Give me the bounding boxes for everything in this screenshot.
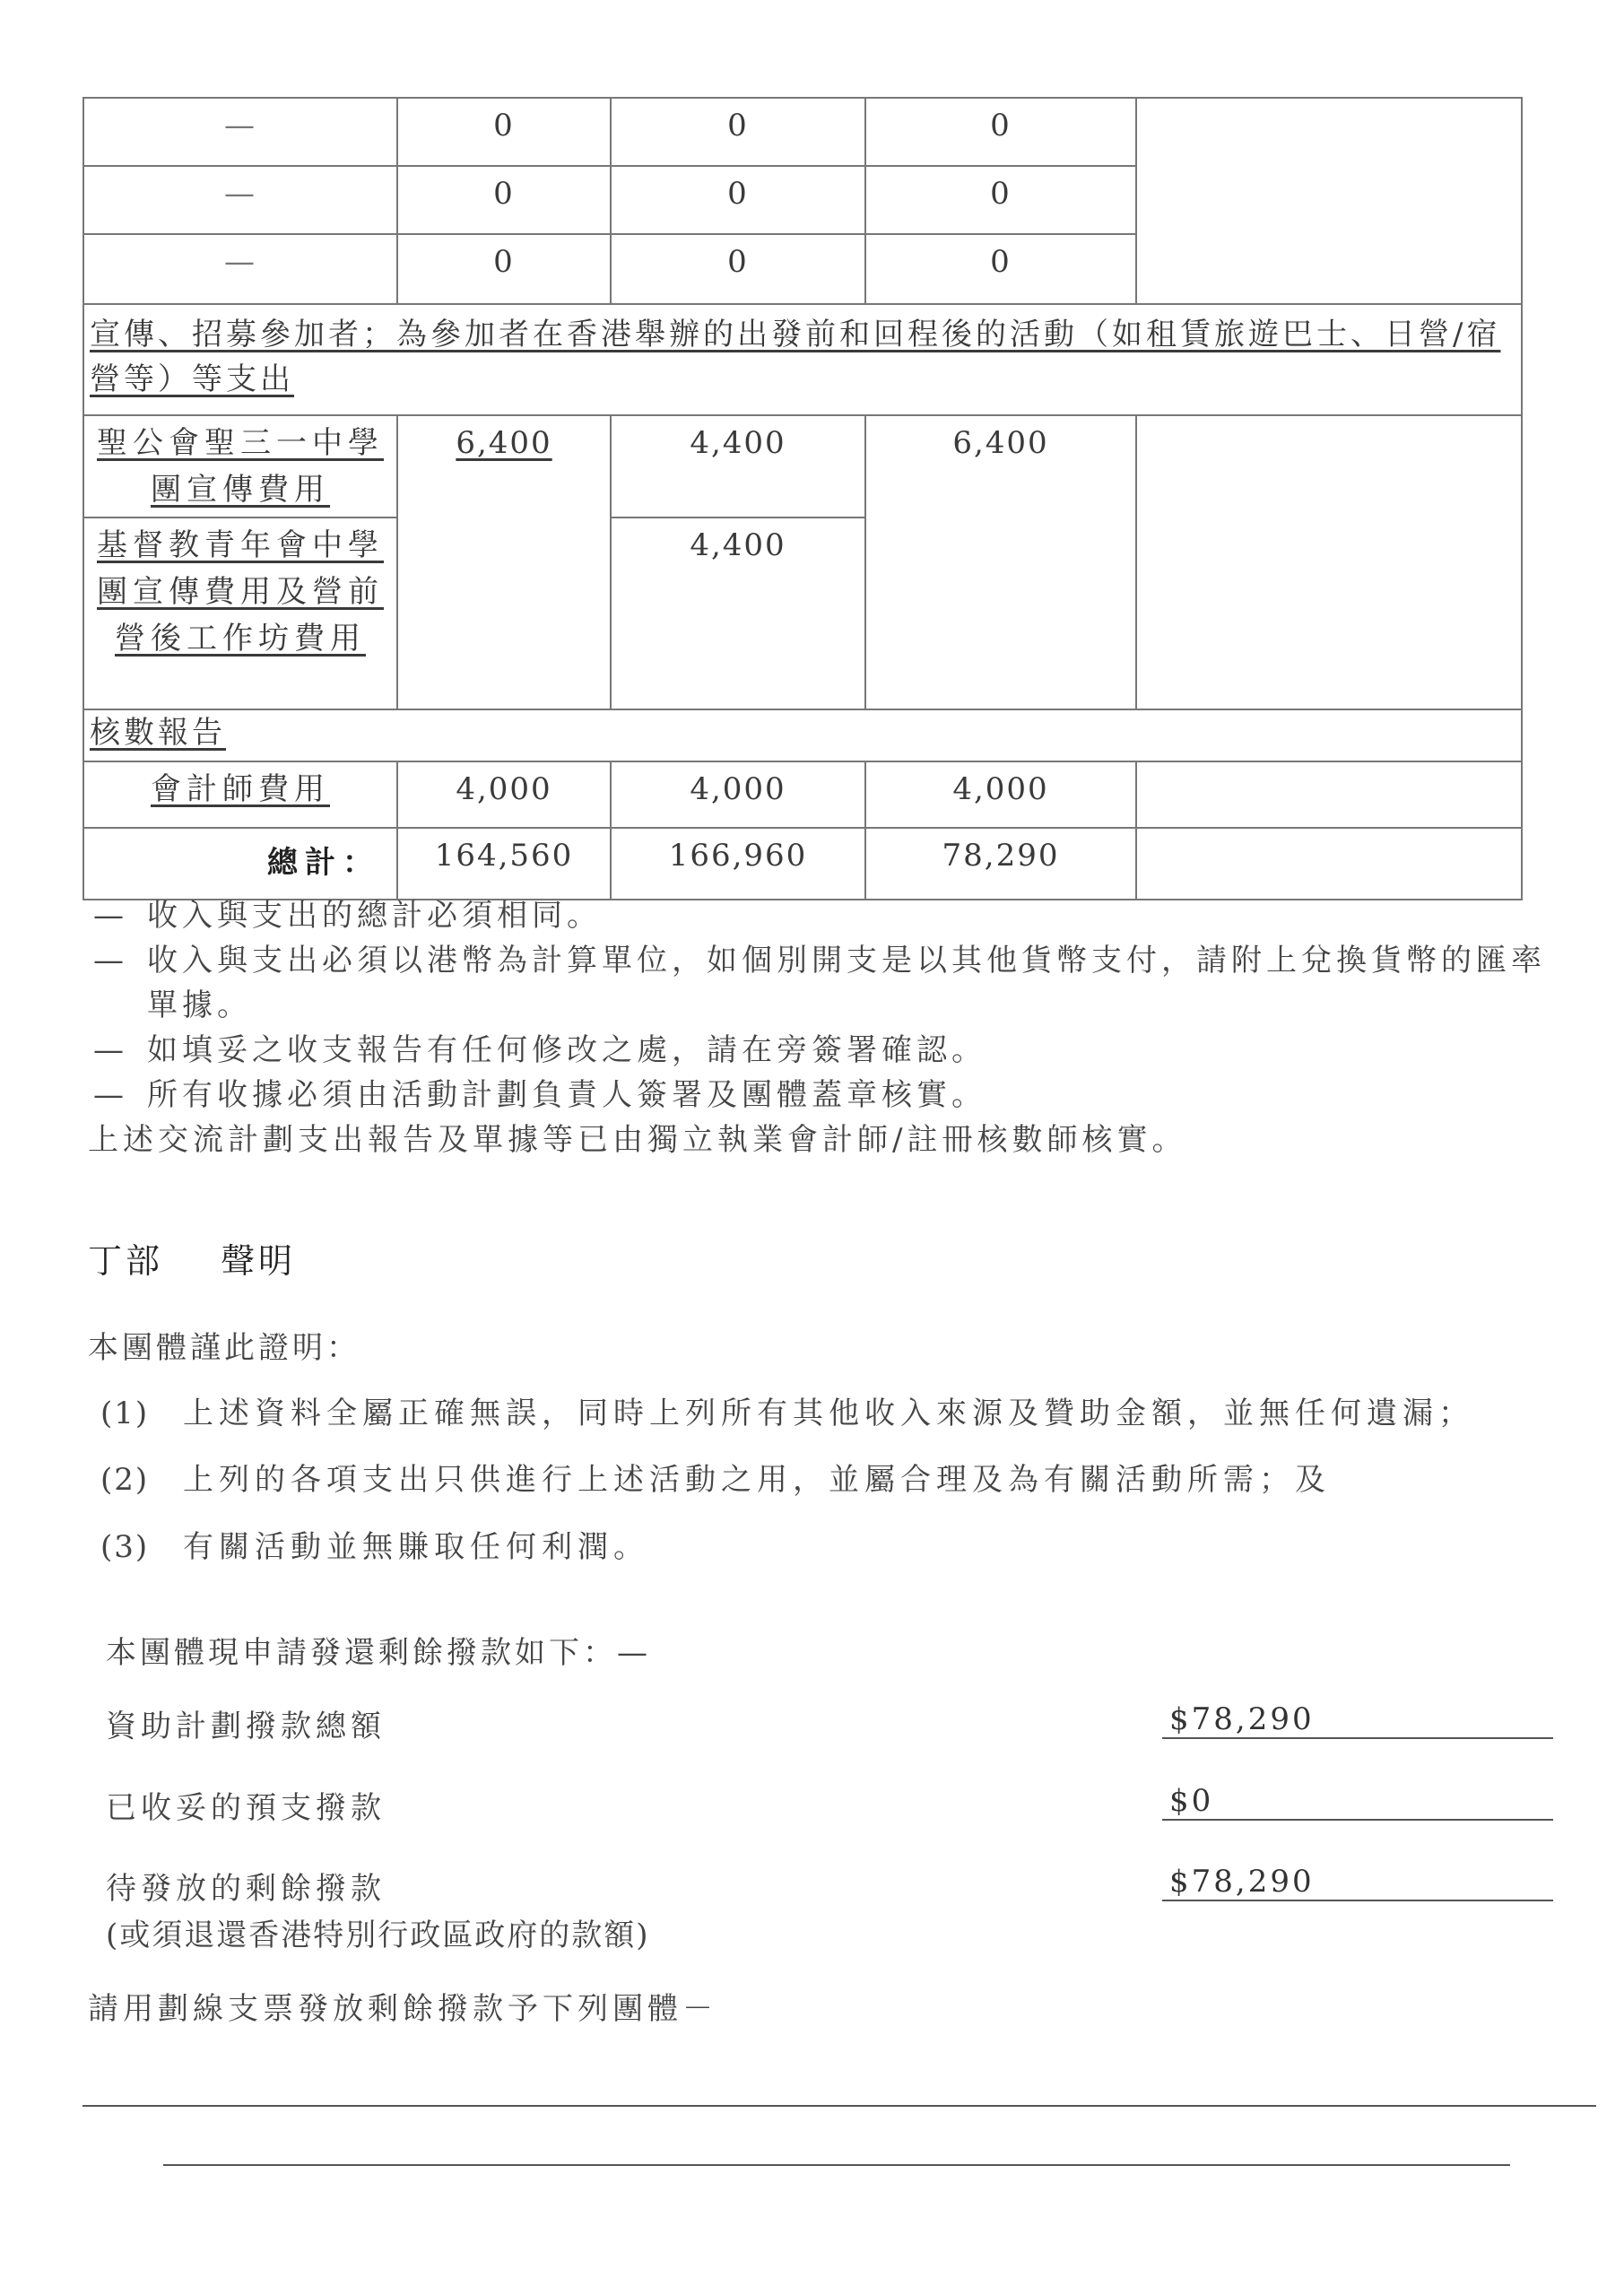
approved-cell: 0 xyxy=(865,166,1136,234)
note-text: 收入與支出必須以港幣為計算單位，如個別開支是以其他貨幣支付，請附上兌換貨幣的匯率單據。 xyxy=(147,943,1546,1023)
declaration-item xyxy=(100,1455,1331,1499)
promo-budget-value: 6,400 xyxy=(456,425,552,461)
remarks-cell xyxy=(1136,415,1522,709)
item-cell: — xyxy=(83,98,397,166)
table-row xyxy=(83,415,1522,517)
remarks-cell xyxy=(1136,98,1522,304)
note-text: 所有收據必須由活動計劃負責人簽署及團體蓋章核實。 xyxy=(147,1077,986,1113)
item-label: 會計師費用 xyxy=(151,771,330,807)
section-row xyxy=(83,304,1522,415)
note-item xyxy=(88,893,1559,938)
remarks-cell xyxy=(1136,761,1522,828)
audit-section-label: 核數報告 xyxy=(90,715,226,751)
section-d-heading xyxy=(88,1233,296,1283)
promo-approved-value: 6,400 xyxy=(865,415,1136,709)
note-dash: — xyxy=(93,943,128,978)
amount-sub-label: (或須退還香港特別行政區政府的款額) xyxy=(106,1918,650,1953)
approved-cell: 4,000 xyxy=(865,761,1136,828)
section-part: 丁部 xyxy=(88,1241,164,1281)
actual-cell: 0 xyxy=(611,234,865,304)
audit-statement: 上述交流計劃支出報告及單據等已由獨立執業會計師/註冊核數師核實。 xyxy=(88,1122,1187,1158)
declaration-number: (2) xyxy=(100,1462,150,1498)
declaration-text: 有關活動並無賺取任何利潤。 xyxy=(183,1529,649,1565)
declaration-number: (1) xyxy=(100,1396,150,1431)
note-item xyxy=(88,938,1559,1028)
cheque-request: 請用劃線支票發放剩餘撥款予下列團體－ xyxy=(88,1991,717,2027)
item-cell: — xyxy=(83,166,397,234)
section-title: 聲明 xyxy=(221,1241,297,1281)
payee-line[interactable] xyxy=(83,2105,1596,2107)
approved-cell: 0 xyxy=(865,234,1136,304)
total-budget: 164,560 xyxy=(397,828,611,900)
actual-cell: 4,400 xyxy=(611,517,865,709)
budget-cell: 4,000 xyxy=(397,761,611,828)
notes-list xyxy=(88,893,1559,1162)
amount-label: 已收妥的預支撥款 xyxy=(106,1790,386,1826)
total-label: 總計： xyxy=(83,828,397,900)
remarks-cell xyxy=(1136,828,1522,900)
section-row xyxy=(83,709,1522,761)
note-item xyxy=(88,1028,1559,1073)
declaration-text: 上列的各項支出只供進行上述活動之用，並屬合理及為有關活動所需；及 xyxy=(183,1462,1331,1498)
table-row xyxy=(83,761,1522,828)
declaration-item xyxy=(100,1388,1474,1432)
item-label: 基督教青年會中學團宣傳費用及營前營後工作坊費用 xyxy=(97,527,384,657)
actual-cell: 4,400 xyxy=(611,415,865,517)
note-dash: — xyxy=(93,1032,128,1068)
budget-cell: 0 xyxy=(397,234,611,304)
declaration-number: (3) xyxy=(100,1529,150,1565)
note-dash: — xyxy=(93,1077,128,1113)
apply-text: 本團體現申請發還剩餘撥款如下：— xyxy=(106,1635,651,1671)
note-dash: — xyxy=(93,898,128,934)
note-text: 收入與支出的總計必須相同。 xyxy=(147,898,602,934)
promo-section-label: 宣傳、招募參加者；為參加者在香港舉辦的出發前和回程後的活動（如租賃旅遊巴士、日營/宿營等）等支出 xyxy=(90,317,1501,397)
actual-cell: 0 xyxy=(611,166,865,234)
payee-line[interactable] xyxy=(163,2164,1510,2166)
note-text: 如填妥之收支報告有任何修改之處，請在旁簽署確認。 xyxy=(147,1032,986,1068)
amount-value[interactable]: $78,290 xyxy=(1162,1701,1553,1739)
declaration-item xyxy=(100,1522,649,1566)
approved-cell: 0 xyxy=(865,98,1136,166)
note-item xyxy=(88,1073,1559,1118)
actual-cell: 0 xyxy=(611,98,865,166)
amount-label: 待發放的剩餘撥款 xyxy=(106,1871,386,1907)
amount-value[interactable]: $78,290 xyxy=(1162,1864,1553,1901)
declaration-text: 上述資料全屬正確無誤，同時上列所有其他收入來源及贊助金額，並無任何遺漏； xyxy=(183,1396,1474,1431)
budget-cell: 0 xyxy=(397,166,611,234)
total-approved: 78,290 xyxy=(865,828,1136,900)
total-actual: 166,960 xyxy=(611,828,865,900)
amount-label: 資助計劃撥款總額 xyxy=(106,1709,386,1744)
table-row xyxy=(83,98,1522,166)
item-cell: — xyxy=(83,234,397,304)
expenditure-table xyxy=(83,97,1523,900)
budget-cell: 0 xyxy=(397,98,611,166)
actual-cell: 4,000 xyxy=(611,761,865,828)
declaration-intro: 本團體謹此證明： xyxy=(88,1330,360,1366)
total-row xyxy=(83,828,1522,900)
item-label: 聖公會聖三一中學團宣傳費用 xyxy=(97,425,384,508)
amount-value[interactable]: $0 xyxy=(1162,1783,1553,1821)
